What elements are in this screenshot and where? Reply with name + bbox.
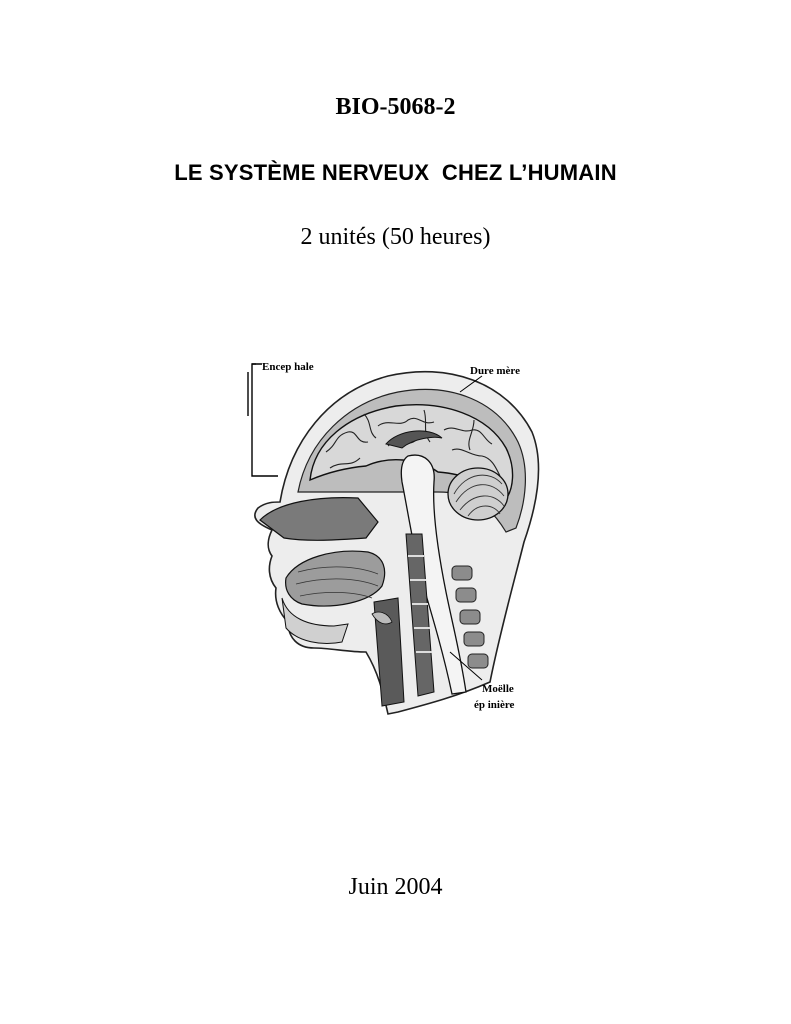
- label-encephale: Encep hale: [262, 361, 314, 373]
- publication-date: Juin 2004: [348, 874, 443, 900]
- head-section-illustration: [238, 352, 548, 724]
- label-dure-mere: Dure mère: [470, 365, 520, 377]
- document-title: LE SYSTÈME NERVEUX CHEZ L’HUMAIN: [174, 160, 617, 185]
- encephale-bracket: [248, 364, 278, 476]
- course-code: BIO-5068-2: [335, 94, 456, 120]
- label-moelle-line2: ép inière: [474, 699, 515, 711]
- course-units: 2 unités (50 heures): [300, 224, 491, 250]
- label-moelle-line1: Moëlle: [482, 683, 514, 695]
